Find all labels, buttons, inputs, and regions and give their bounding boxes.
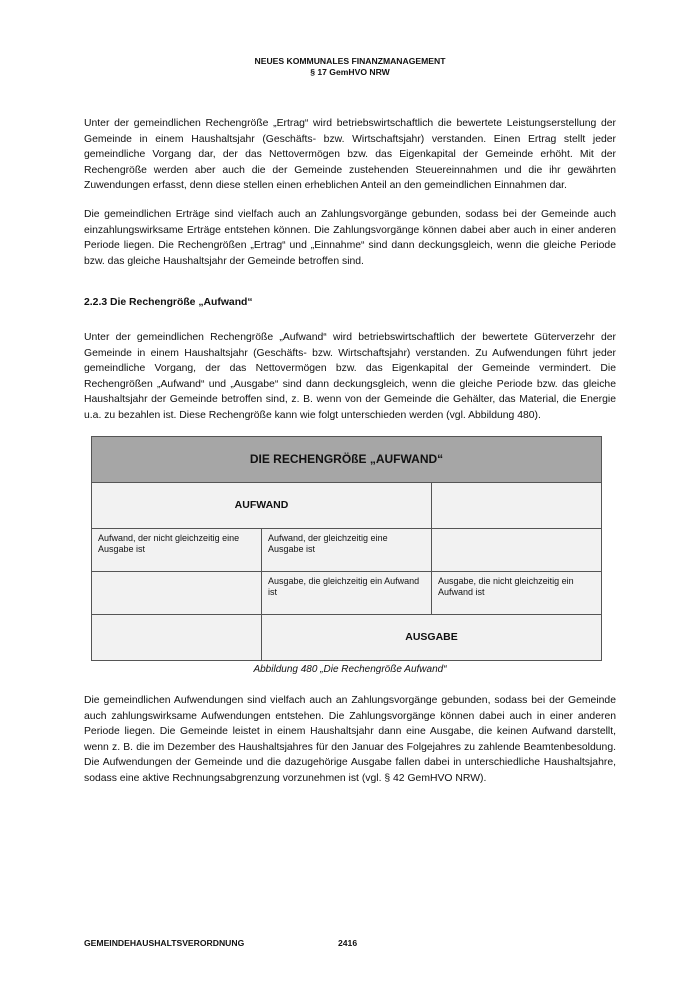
page-header (0, 56, 700, 78)
figure-caption: Abbildung 480 „Die Rechengröße Aufwand“ (253, 664, 447, 675)
diagram-title: DIE RECHENGRÖßE „AUFWAND“ (92, 437, 602, 483)
aufwand-label: AUFWAND (92, 483, 432, 529)
empty-cell (92, 615, 262, 661)
header-title: NEUES KOMMUNALES FINANZMANAGEMENT (254, 56, 446, 66)
empty-cell (432, 529, 602, 572)
aufwand-not-ausgabe-cell: Aufwand, der nicht gleichzeitig eine Ausgabe ist (92, 529, 262, 572)
aufwand-diagram (91, 436, 602, 661)
empty-cell (92, 572, 262, 615)
page-number: 2416 (338, 938, 358, 948)
empty-cell (432, 483, 602, 529)
paragraph-aufwand-zahlung: Die gemeindlichen Aufwendungen sind vielfach auch an Zahlungsvorgänge gebunden, sodass bei der Gemeinde auch zahlungswirksame Aufwendungen entstehen. Die Zahlungsvorgänge können dabei auch in einer anderen Periode liegen. Die Gemeinde leistet in einem Haushaltsjahr dann eine Ausgabe, die keinen Aufwand darstellt, wenn z. B. die im Dezember des Haushaltsjahres für den Januar des Folgejahres zu zahlende Beamtenbesoldung. Die Aufwendungen der Gemeinde und die dazugehörige Ausgabe fallen dabei in unterschiedliche Haushaltsjahre, sodass eine aktive Rechnungsabgrenzung vorzunehmen ist (vgl. § 42 GemHVO NRW). (84, 695, 616, 784)
header-subtitle: § 17 GemHVO NRW (310, 67, 390, 77)
section-heading: 2.2.3 Die Rechengröße „Aufwand“ (84, 297, 253, 308)
paragraph-aufwand-definition: Unter der gemeindlichen Rechengröße „Aufwand“ wird betriebswirtschaftlich der bewertete Güterverzehr der Gemeinde in einem Haushaltsjahr (Geschäfts- bzw. Wirtschaftsjahr) verstanden. Zu Aufwendungen führt jeder gemeindliche Vorgang, der das Nettovermögen bzw. das Eigenkapital der Gemeinde vermindert. Die Rechengrößen „Aufwand“ und „Ausgabe“ sind dann deckungsgleich, wenn die gleiche Periode bzw. das gleiche Haushaltsjahr der Gemeinde betroffen sind, z. B. wenn von der Gemeinde die Gehälter, das Material, die Energie u.a. zu bezahlen ist. Diese Rechengröße kann wie folgt unterschieden werden (vgl. Abbildung 480). (84, 332, 616, 421)
ausgabe-not-aufwand-cell: Ausgabe, die nicht gleichzeitig ein Aufwand ist (432, 572, 602, 615)
footer-label: GEMEINDEHAUSHALTSVERORDNUNG (84, 938, 245, 948)
ausgabe-is-aufwand-cell: Ausgabe, die gleichzeitig ein Aufwand ist (262, 572, 432, 615)
paragraph-ertrag-zahlung: Die gemeindlichen Erträge sind vielfach auch an Zahlungsvorgänge gebunden, sodass bei der Gemeinde auch einzahlungswirksame Erträge entstehen können. Die Zahlungsvorgänge können dabei aber auch in einer anderen Periode liegen. Die Rechengrößen „Ertrag“ und „Einnahme“ sind dann deckungsgleich, wenn die gleiche Periode bzw. das gleiche Haushaltsjahr der Gemeinde betroffen sind. (84, 209, 616, 267)
aufwand-is-ausgabe-cell: Aufwand, der gleichzeitig eine Ausgabe ist (262, 529, 432, 572)
ausgabe-label: AUSGABE (262, 615, 602, 661)
paragraph-ertrag-definition: Unter der gemeindlichen Rechengröße „Ertrag“ wird betriebswirtschaftlich die bewertete Leistungserstellung der Gemeinde in einem Haushaltsjahr (Geschäfts- bzw. Wirtschaftsjahr) verstanden. Einen Ertrag stellt jeder gemeindliche Vorgang dar, der das Nettovermögen bzw. das Eigenkapital der Gemeinde erhöht. Mit der Rechengröße werden aber auch die der Gemeinde zustehenden Steuereinnahmen und die ihr gewährten Zuwendungen erfasst, denn diese stellen einen erheblichen Anteil an den gemeindlichen Einnahmen dar. (84, 118, 616, 191)
